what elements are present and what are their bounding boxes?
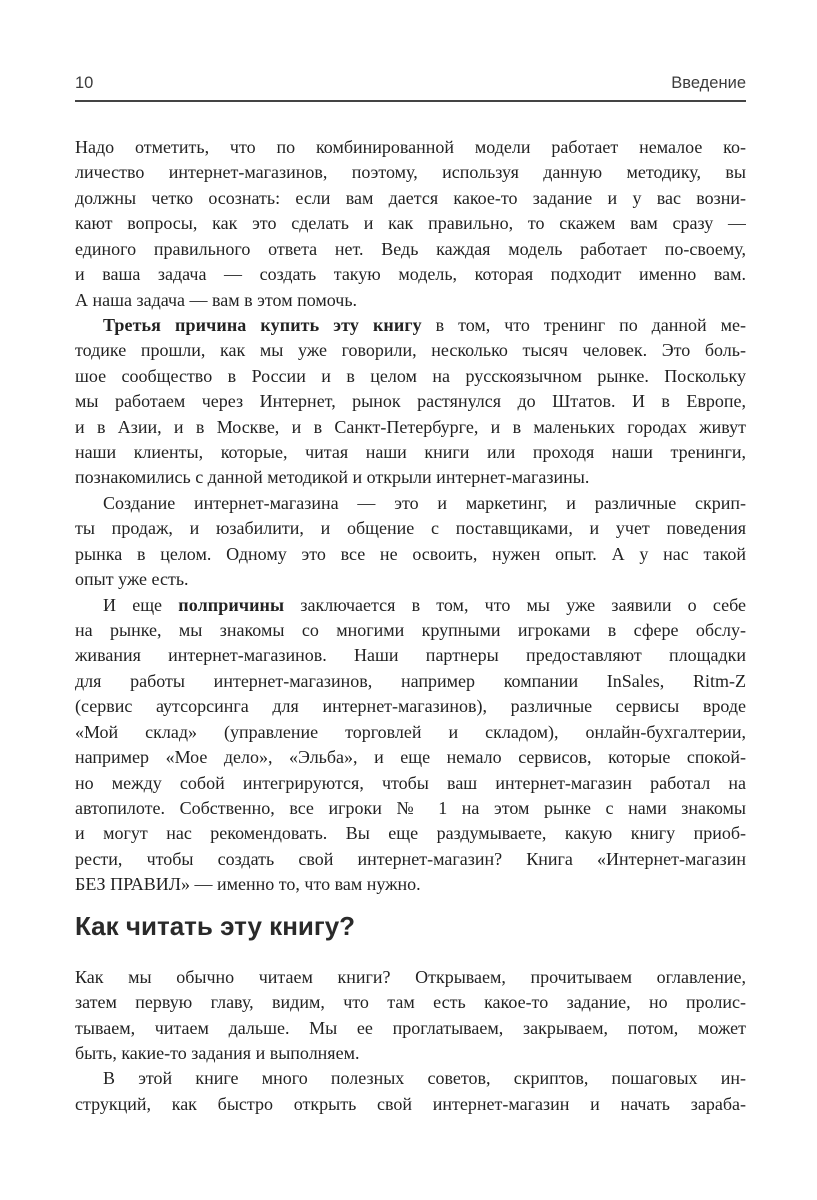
paragraph [75, 313, 746, 491]
text-line: мы работаем через Интернет, рынок растянулся до Штатов. И в Европе, [75, 391, 746, 412]
section-heading: Как читать эту книгу? [75, 910, 356, 941]
text-line: и ваша задача — создать такую модель, которая подходит именно вам. [75, 264, 746, 285]
text-line: наши клиенты, которые, читая наши книги или проходя наши тренинги, [75, 442, 746, 463]
paragraph [75, 135, 746, 313]
text-line: быть, какие-то задания и выполняем. [75, 1042, 360, 1063]
text-line: рынка в целом. Одному это все не освоить, нужен опыт. А у нас такой [75, 543, 746, 564]
text-line: шое сообщество в России и в целом на русскоязычном рынке. Поскольку [75, 365, 746, 386]
text-line: рести, чтобы создать свой интернет-магазин? Книга «Интернет-магазин [75, 848, 746, 869]
text-line: тываем, читаем дальше. Мы ее проглатываем, закрываем, потом, может [75, 1017, 746, 1038]
text-line: тодике прошли, как мы уже говорили, несколько тысяч человек. Это боль- [75, 340, 746, 361]
text-line: ты продаж, и юзабилити, и общение с поставщиками, и учет поведения [75, 518, 746, 539]
text-line: БЕЗ ПРАВИЛ» — именно то, что вам нужно. [75, 874, 421, 895]
text-line: струкций, как быстро открыть свой интернет-магазин и начать зараба- [75, 1093, 746, 1114]
running-title: Введение [671, 74, 746, 92]
text-line: кают вопросы, как это сделать и как правильно, то скажем вам сразу — [75, 213, 746, 234]
text-line: Надо отметить, что по комбинированной модели работает немалое ко- [75, 137, 746, 157]
text-line: автопилоте. Собственно, все игроки № 1 на этом рынке с нами знакомы [75, 797, 746, 818]
text-line: на рынке, мы знакомы со многими крупными игроками в сфере обслу- [75, 620, 746, 641]
paragraph [75, 965, 746, 1067]
page-number: 10 [75, 74, 94, 92]
text-line: Создание интернет-магазина — это и маркетинг, и различные скрип- [103, 492, 746, 513]
text-line: В этой книге много полезных советов, скриптов, пошаговых ин- [103, 1068, 746, 1089]
text-line: личество интернет-магазинов, поэтому, используя данную методику, вы [75, 162, 746, 183]
text-line: Как мы обычно читаем книги? Открываем, прочитываем оглавление, [75, 966, 746, 987]
paragraph [75, 491, 746, 593]
text-line: живания интернет-магазинов. Наши партнеры предоставляют площадки [75, 645, 746, 666]
text-line: «Мой склад» (управление торговлей и складом), онлайн-бухгалтерии, [75, 721, 746, 742]
header-rule [75, 100, 746, 102]
text-line: но между собой интегрируются, чтобы ваш интернет-магазин работал на [75, 772, 746, 793]
text-line: (сервис аутсорсинга для интернет-магазинов), различные сервисы вроде [75, 696, 746, 717]
page-body [75, 135, 746, 1117]
text-line: опыт уже есть. [75, 569, 189, 590]
text-line: Третья причина купить эту книгу в том, что тренинг по данной ме- [103, 314, 746, 335]
text-line: А наша задача — вам в этом помочь. [75, 289, 358, 310]
text-line: например «Мое дело», «Эльба», и еще немало сервисов, которые спокой- [75, 747, 746, 768]
text-line: должны четко осознать: если вам дается какое-то задание и у вас возни- [75, 187, 746, 208]
page-header [75, 74, 746, 93]
paragraph [75, 1066, 746, 1117]
paragraph [75, 593, 746, 898]
text-line: затем первую главу, видим, что там есть какое-то задание, но пролис- [75, 992, 746, 1013]
text-line: единого правильного ответа нет. Ведь каждая модель работает по-своему, [75, 238, 746, 259]
text-line: и могут нас рекомендовать. Вы еще раздумываете, какую книгу приоб- [75, 823, 746, 844]
text-line: познакомились с данной методикой и открыли интернет-магазины. [75, 467, 590, 488]
text-line: для работы интернет-магазинов, например компании InSales, Ritm-Z [75, 670, 746, 691]
text-line: и в Азии, и в Москве, и в Санкт-Петербурге, и в маленьких городах живут [75, 416, 746, 437]
text-line: И еще полпричины заключается в том, что мы уже заявили о себе [103, 594, 746, 615]
